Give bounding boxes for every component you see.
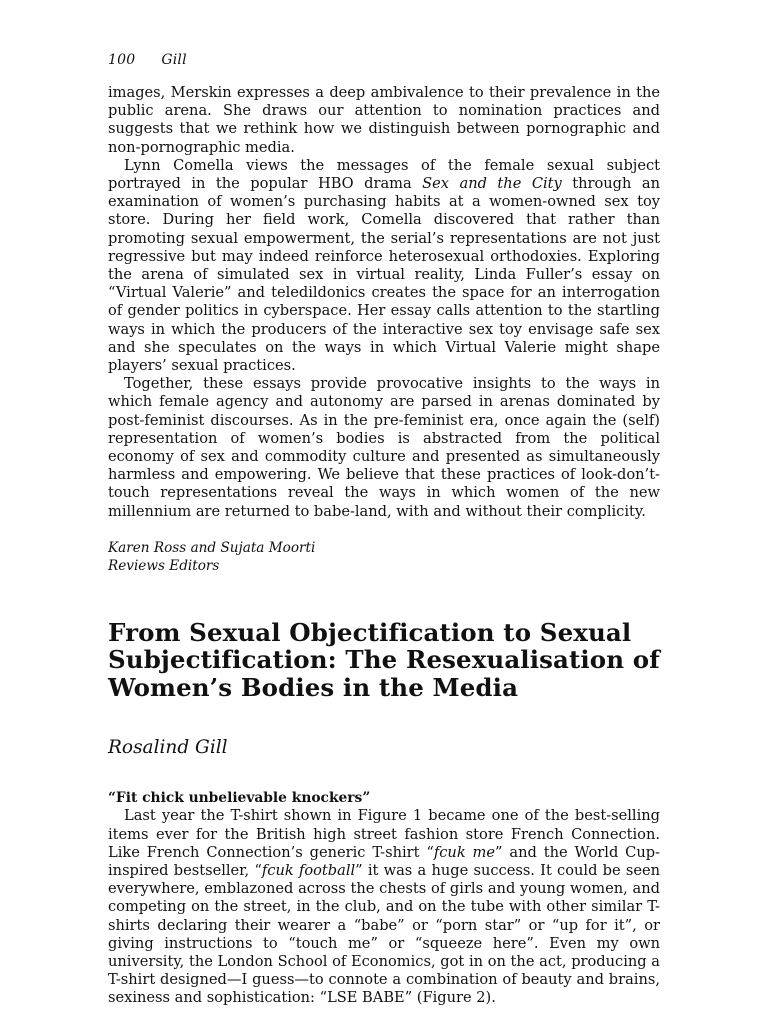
section-heading: “Fit chick unbelievable knockers”	[108, 790, 371, 807]
italic-phrase: fcuk me	[433, 843, 496, 861]
text-span: Last year the T-shirt shown in Figure 1 became one of the best-selling items ever for the British high street fashion store French Connection. Like French Connection’s generic T-shirt “	[108, 807, 660, 861]
text-span: through an examination of women’s purchasing habits at a women-owned sex toy store. During her field work, Comella discovered that rather than promoting sexual empowerment, the serial’s representations are not just regressive but may indeed reinforce heterosexual orthodoxies. Exploring the arena of simulated sex in virtual reality, Linda Fuller’s essay on “Virtual Valerie” and teledildonics creates the space for an interrogation of gender politics in cyberspace. Her essay calls attention to the startling ways in which the producers of the interactive sex toy envisage safe sex and she speculates on the ways in which Virtual Valerie might shape players’ sexual practices.	[108, 175, 660, 375]
article-author: Rosalind Gill	[108, 737, 228, 759]
review-paragraph-3: Together, these essays provide provocative insights to the ways in which female agency and autonomy are parsed in arenas dominated by post-feminist discourses. As in the pre-feminist era, once again the (self) representation of women’s bodies is abstracted from the political economy of sex and commodity culture and presented as simultaneously harmless and empowering. We believe that these practices of look-don’t-touch representations reveal the ways in which women of the new millennium are returned to babe-land, with and without their complicity.	[108, 375, 660, 520]
article-title: From Sexual Objectification to Sexual Subjectification: The Resexualisation of Women’s Bodies in the Media	[108, 617, 660, 702]
page-number: 100	[108, 52, 136, 68]
text-body	[108, 84, 660, 1008]
running-head	[108, 52, 187, 68]
italic-title: Sex and the City	[422, 175, 562, 193]
signature-names: Karen Ross and Sujata Moorti	[108, 539, 316, 556]
text-span: ” it was a huge success. It could be seen everywhere, emblazoned across the chests of girls and young women, and competing on the street, in the club, and on the tube with other similar T-shirts declaring their wearer a “babe” or “porn star” or “up for it”, or giving instructions to “touch me” or “squeeze here”. Even my own university, the London School of Economics, got in on the act, producing a T-shirt designed—I guess—to connote a combination of beauty and brains, sexiness and sophistication: “LSE BABE” (Figure 2).	[108, 861, 661, 1007]
running-title: Gill	[161, 52, 187, 68]
italic-phrase: fcuk football	[261, 861, 356, 879]
signature-role: Reviews Editors	[108, 557, 220, 574]
text-span: Lynn Comella views the messages of the female sexual subject portrayed in the popular HBO drama	[108, 156, 660, 193]
text-span: ” and the World Cup-inspired bestseller, “	[108, 843, 661, 879]
review-paragraph-2	[108, 157, 660, 375]
review-signature	[108, 539, 660, 575]
article-paragraph-1	[108, 807, 660, 1007]
review-paragraph-1: images, Merskin expresses a deep ambivalence to their prevalence in the public arena. She draws our attention to nomination practices and suggests that we rethink how we distinguish between pornographic and non-pornographic media.	[108, 84, 660, 156]
